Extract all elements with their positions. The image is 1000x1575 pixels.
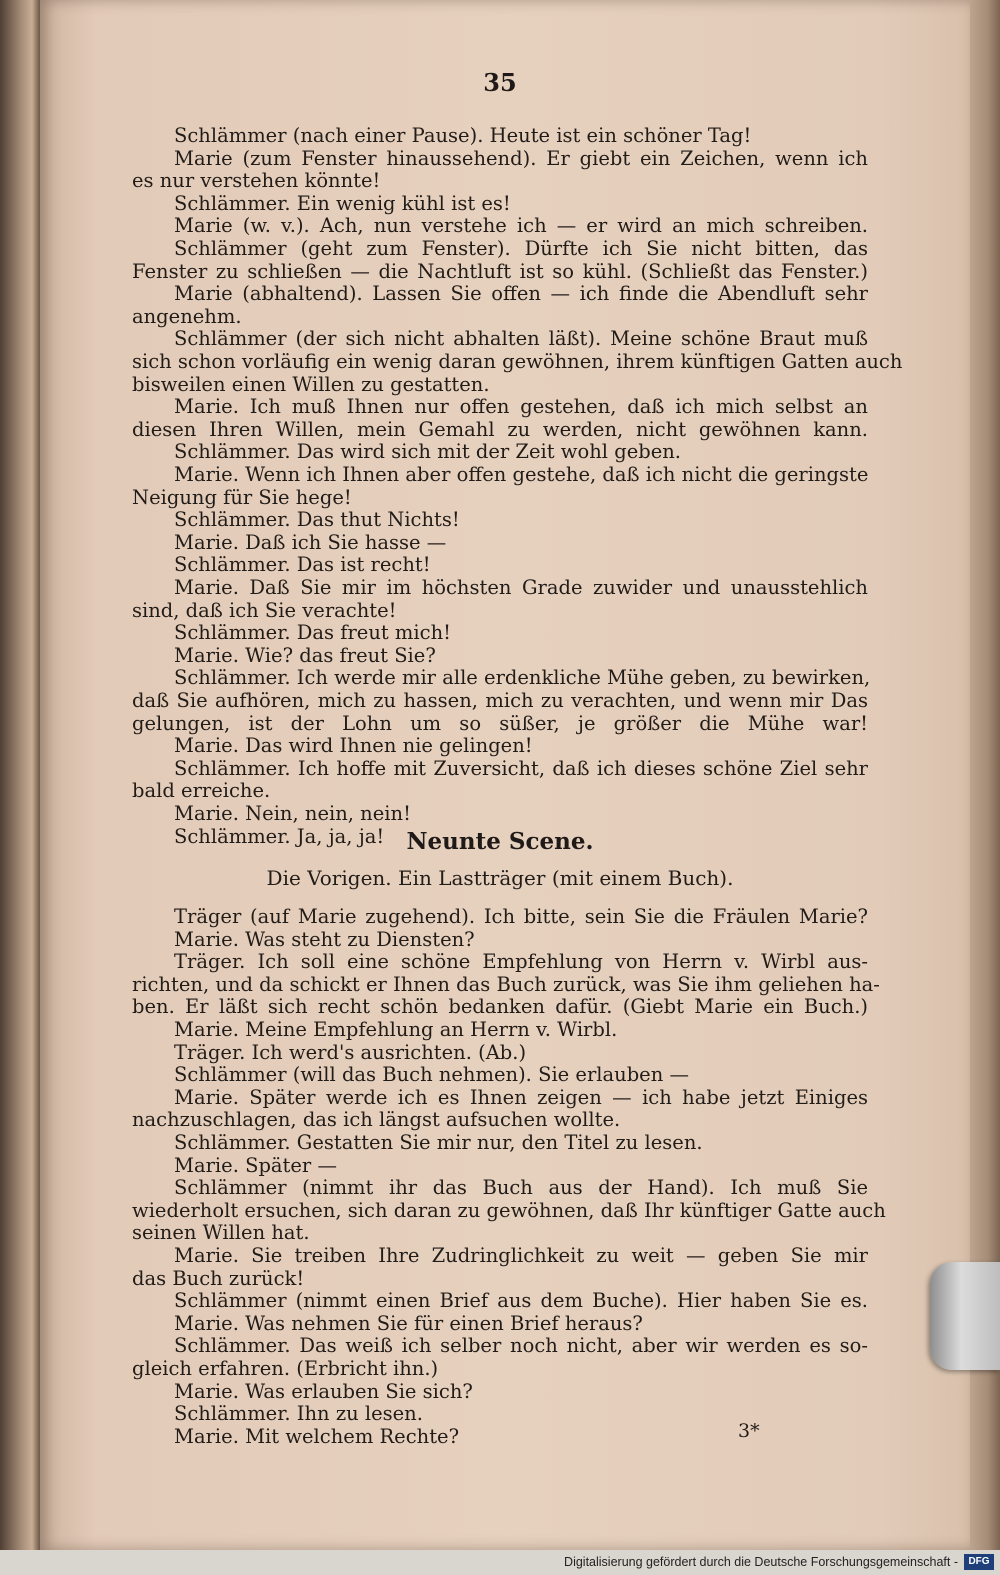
text-line: sich schon vorläufig ein wenig daran gewöhnen, ihrem künftigen Gatten auch — [132, 350, 903, 373]
text-line: Neigung für Sie hege! — [132, 485, 352, 509]
text-line: Marie. Mit welchem Rechte? — [174, 1424, 460, 1448]
text-line: Schlämmer. Das ist recht! — [174, 553, 431, 577]
text-line: seinen Willen hat. — [132, 1221, 310, 1245]
text-line: Schlämmer. Ich hoffe mit Zuversicht, daß ich dieses schöne Ziel sehr — [174, 756, 868, 780]
text-line: Marie. Was nehmen Sie für einen Brief heraus? — [174, 1311, 643, 1335]
text-line: Marie. Meine Empfehlung an Herrn v. Wirbl. — [174, 1018, 618, 1041]
text-line: Marie (zum Fenster hinaussehend). Er giebt ein Zeichen, wenn ich — [174, 146, 868, 170]
text-line: Schlämmer. Ein wenig kühl ist es! — [174, 191, 511, 215]
text-line: Marie. Später — — [174, 1153, 337, 1177]
text-line: Marie. Was erlauben Sie sich? — [174, 1379, 473, 1403]
text-line: sind, daß ich Sie verachte! — [132, 598, 397, 622]
text-line: Schlämmer. Das freut mich! — [174, 621, 451, 645]
text-line: Schlämmer (will das Buch nehmen). Sie erlauben — — [174, 1063, 689, 1087]
page-number: 35 — [483, 68, 517, 97]
page-tab-marker — [930, 1262, 1000, 1370]
text-line: Marie (w. v.). Ach, nun verstehe ich — er wird an mich schreiben. — [174, 214, 868, 238]
left-page-edge — [0, 0, 40, 1575]
text-line: Marie. Sie treiben Ihre Zudringlichkeit zu weit — geben Sie mir — [174, 1244, 868, 1267]
text-line: Schlämmer. Ich werde mir alle erdenkliche Mühe geben, zu bewirken, — [174, 666, 871, 690]
text-line: Schlämmer. Ihn zu lesen. — [174, 1402, 423, 1426]
text-line: das Buch zurück! — [132, 1266, 305, 1290]
text-line: bald erreiche. — [132, 779, 271, 803]
scene-cast: Die Vorigen. Ein Lastträger (mit einem Buch). — [266, 866, 734, 890]
text-line: Marie. Das wird Ihnen nie gelingen! — [174, 734, 533, 758]
text-line: Marie. Wenn ich Ihnen aber offen gestehe, daß ich nicht die geringste — [174, 463, 869, 486]
dfg-logo: DFG — [964, 1554, 994, 1570]
text-line: Marie. Wie? das freut Sie? — [174, 643, 436, 667]
text-line: Schlämmer. Das thut Nichts! — [174, 508, 460, 532]
text-line: bisweilen einen Willen zu gestatten. — [132, 372, 490, 396]
text-line: Schlämmer. Gestatten Sie mir nur, den Titel zu lesen. — [174, 1131, 703, 1154]
text-line: Schlämmer (nimmt einen Brief aus dem Buche). Hier haben Sie es. — [174, 1289, 868, 1313]
text-line: ben. Er läßt sich recht schön bedanken dafür. (Giebt Marie ein Buch.) — [132, 995, 868, 1019]
text-line: Marie (abhaltend). Lassen Sie offen — ich finde die Abendluft sehr — [174, 282, 868, 306]
signature-mark: 3* — [738, 1420, 760, 1442]
text-line: richten, und da schickt er Ihnen das Buch zurück, was Sie ihm geliehen ha- — [132, 972, 880, 996]
text-line: nachzuschlagen, das ich längst aufsuchen wollte. — [132, 1108, 621, 1132]
text-line: Schlämmer. Ja, ja, ja! — [174, 824, 385, 848]
text-line: wiederholt ersuchen, sich daran zu gewöhnen, daß Ihr künftiger Gatte auch — [132, 1198, 886, 1222]
text-line: angenehm. — [132, 304, 242, 328]
text-line: Schlämmer (der sich nicht abhalten läßt). Meine schöne Braut muß — [174, 327, 868, 351]
text-line: Schlämmer (geht zum Fenster). Dürfte ich Sie nicht bitten, das — [174, 237, 868, 260]
footer-credit: Digitalisierung gefördert durch die Deutsche Forschungsgemeinschaft - — [564, 1555, 958, 1569]
text-line: gleich erfahren. (Erbricht ihn.) — [132, 1357, 439, 1380]
text-line: Marie. Daß Sie mir im höchsten Grade zuwider und unausstehlich — [174, 576, 868, 599]
text-line: Träger. Ich soll eine schöne Empfehlung von Herrn v. Wirbl aus- — [174, 950, 868, 974]
text-line: Schlämmer (nach einer Pause). Heute ist ein schöner Tag! — [174, 124, 752, 147]
text-line: Marie. Was steht zu Diensten? — [174, 927, 475, 951]
text-line: Marie. Ich muß Ihnen nur offen gestehen, daß ich mich selbst an — [174, 395, 868, 419]
text-line: gelungen, ist der Lohn um so süßer, je größer die Mühe war! — [132, 711, 868, 735]
text-line: Schlämmer (nimmt ihr das Buch aus der Hand). Ich muß Sie — [174, 1176, 868, 1200]
text-line: daß Sie aufhören, mich zu hassen, mich zu verachten, und wenn mir Das — [132, 689, 868, 712]
text-line: Träger (auf Marie zugehend). Ich bitte, sein Sie die Fräulen Marie? — [174, 905, 868, 928]
text-line: Marie. Nein, nein, nein! — [174, 802, 411, 825]
text-line: Fenster zu schließen — die Nachtluft ist so kühl. (Schließt das Fenster.) — [132, 259, 868, 283]
scene-heading: Neunte Scene. — [406, 828, 594, 855]
text-line: Schlämmer. Das wird sich mit der Zeit wohl geben. — [174, 440, 682, 464]
text-line: Marie. Später werde ich es Ihnen zeigen — ich habe jetzt Einiges — [174, 1085, 868, 1109]
text-line: diesen Ihren Willen, mein Gemahl zu werden, nicht gewöhnen kann. — [132, 417, 868, 441]
text-line: Träger. Ich werd's ausrichten. (Ab.) — [174, 1040, 527, 1064]
text-line: Marie. Daß ich Sie hasse — — [174, 530, 447, 554]
text-line: es nur verstehen könnte! — [132, 169, 381, 193]
text-line: Schlämmer. Das weiß ich selber noch nicht, aber wir werden es so- — [174, 1334, 868, 1358]
